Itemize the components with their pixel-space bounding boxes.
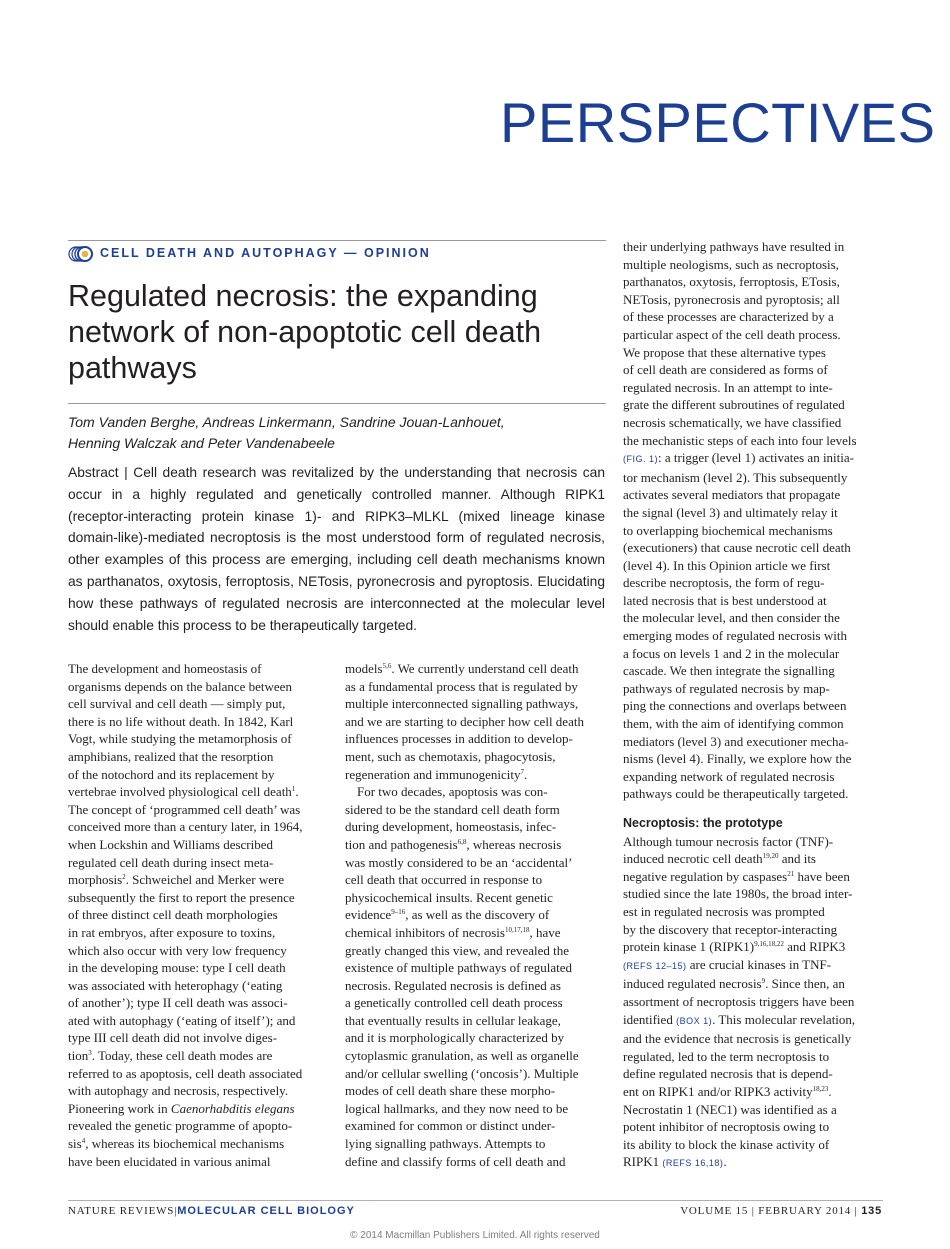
- title-line: network of non-apoptotic cell death: [68, 315, 542, 349]
- body-line: greatly changed this view, and revealed the: [345, 942, 570, 958]
- figure-reference: (FIG. 1): [623, 454, 658, 465]
- body-line: the molecular level, and then consider the: [623, 610, 840, 626]
- body-column-middle: [345, 660, 607, 1170]
- citation: 5,6: [382, 662, 392, 670]
- body-line: sidered to be the standard cell death form: [345, 801, 560, 817]
- body-line: them, with the aim of identifying common: [623, 716, 844, 732]
- citation: 6,8: [457, 837, 467, 846]
- body-line: in rat embryos, after exposure to toxins,: [68, 924, 276, 940]
- body-line: which also occur with very low frequency: [68, 942, 287, 958]
- body-line: modes of cell death share these morpho-: [345, 1083, 556, 1099]
- body-line: of the notochord and its replacement by: [68, 766, 275, 782]
- body-line: protein kinase 1 (RIPK1)$^{9,16,18,22}$ and RIPK3: [623, 939, 846, 955]
- body-line: and it is morphologically characterized by: [345, 1030, 565, 1046]
- body-line: activates several mediators that propagate: [623, 487, 841, 503]
- body-line: We propose that these alternative types: [623, 344, 826, 360]
- body-line: assortment of necroptosis triggers have been: [623, 993, 855, 1009]
- body-line: cell survival and cell death — simply put,: [68, 696, 286, 712]
- body-line: RIPK1 (REFS 16,18).: [623, 1154, 727, 1170]
- body-line: (level 4). In this Opinion article we first: [623, 557, 831, 573]
- top-rule: [68, 240, 606, 241]
- journal-name: NATURE REVIEWS|MOLECULAR CELL BIOLOGY: [68, 1205, 355, 1217]
- citation: 9,16,18,22: [754, 940, 784, 949]
- body-line: nisms (level 4). Finally, we explore how the: [623, 751, 852, 767]
- citation: 2: [122, 873, 126, 882]
- body-line: cytoplasmic granulation, as well as organelle: [345, 1048, 579, 1064]
- body-line: examined for common or distinct under-: [345, 1118, 556, 1134]
- body-line: and we are starting to decipher how cell death: [345, 713, 584, 729]
- body-line: ping the connections and overlaps between: [623, 698, 847, 714]
- body-line: est in regulated necrosis was prompted: [623, 903, 825, 919]
- body-line: emerging modes of regulated necrosis with: [623, 628, 847, 644]
- body-line: ent on RIPK1 and/or RIPK3 activity$^{18,23}$.: [623, 1083, 832, 1099]
- body-line: (REFS 12–15) are crucial kinases in TNF-: [623, 956, 832, 972]
- body-line: studied since the late 1980s, the broad inter-: [623, 886, 853, 902]
- body-line: describe necroptosis, the form of regu-: [623, 575, 825, 591]
- body-line: Although tumour necrosis factor (TNF)-: [623, 833, 834, 849]
- body-line: of these processes are characterized by a: [623, 309, 834, 325]
- body-line: and/or cellular swelling (‘oncosis’). Multiple: [345, 1065, 579, 1081]
- citation: 9–16: [391, 908, 406, 917]
- body-line: Vogt, while studying the metamorphosis of: [68, 731, 292, 747]
- body-line: tor mechanism (level 2). This subsequently: [623, 469, 848, 485]
- abstract: Abstract | Cell death research was revitalized by the understanding that necrosis can occur in a highly regulated and genetically controlled manner. Although RIPK1 (receptor-interacting protein kinase 1)- and RIPK3–MLKL (mixed lineage kinase domain-like)-mediated necroptosis is the most understood form of regulated necrosis, other examples of this process are emerging, including cell death mechanisms known as parthanatos, oxytosis, ferroptosis, NETosis, pyronecrosis and pyroptosis. Elucidating how these pathways of regulated necrosis are interconnected at the molecular level should enable this process to be therapeutically targeted.: [68, 465, 605, 633]
- body-line: expanding network of regulated necrosis: [623, 768, 835, 784]
- page-number: 135: [861, 1205, 882, 1217]
- body-line: potent inhibitor of necroptosis owing to: [623, 1119, 830, 1135]
- author-line: Henning Walczak and Peter Vandenabeele: [68, 435, 335, 451]
- section-title: PERSPECTIVES: [500, 91, 936, 154]
- author-list: [68, 412, 608, 454]
- body-line: pathways of regulated necrosis by map-: [623, 680, 830, 696]
- body-column-right: [623, 238, 885, 1173]
- body-line: define and classify forms of cell death and: [345, 1153, 566, 1169]
- body-line: to overlapping biochemical mechanisms: [623, 522, 833, 538]
- citation: 9: [761, 977, 766, 986]
- body-line: subsequently the first to report the presence: [68, 889, 295, 905]
- body-line: grate the different subroutines of regulated: [623, 397, 845, 413]
- body-line: cascade. We then integrate the signalling: [623, 663, 835, 679]
- body-line: was associated with heterophagy (‘eating: [68, 977, 283, 993]
- body-line: The concept of ‘programmed cell death’ was: [68, 801, 301, 817]
- body-line: The development and homeostasis of: [68, 661, 262, 676]
- body-line: ment, such as chemotaxis, phagocytosis,: [345, 748, 556, 764]
- body-line: logical hallmarks, and they now need to be: [345, 1100, 569, 1116]
- citation: 1: [291, 785, 296, 794]
- body-line: referred to as apoptosis, cell death associated: [68, 1065, 303, 1081]
- body-line: define regulated necrosis that is depend-: [623, 1066, 833, 1082]
- body-line: negative regulation by caspases$^{21}$ have been: [623, 868, 850, 884]
- author-line: Tom Vanden Berghe, Andreas Linkermann, Sandrine Jouan-Lanhouet,: [68, 414, 505, 430]
- body-line: cell death that occurred in response to: [345, 872, 543, 888]
- body-line: in the developing mouse: type I cell death: [68, 960, 286, 976]
- body-line: NETosis, pyronecrosis and pyroptosis; all: [623, 291, 840, 307]
- body-line: multiple neologisms, such as necroptosis,: [623, 256, 839, 272]
- body-line: Necrostatin 1 (NEC1) was identified as a: [623, 1101, 837, 1117]
- body-line: induced regulated necrosis$^9$. Since then, an: [623, 976, 845, 992]
- body-line: amphibians, realized that the resorption: [68, 748, 274, 764]
- body-line: was mostly considered to be an ‘accidental’: [345, 854, 573, 870]
- body-line: existence of multiple pathways of regulated: [345, 960, 573, 976]
- body-line: a genetically controlled cell death process: [345, 995, 563, 1011]
- opinion-logo-icon: [68, 243, 96, 265]
- paragraph-gap: [623, 803, 885, 815]
- body-line: there is no life without death. In 1842, Karl: [68, 713, 294, 729]
- body-line: that eventually results in cellular leakage,: [345, 1012, 561, 1028]
- body-line: tion and pathogenesis$^{6,8}$, whereas necrosis: [345, 836, 562, 852]
- citation: 21: [787, 869, 795, 878]
- body-line: induced necrotic cell death$^{19,20}$ and its: [623, 851, 816, 867]
- body-line: evidence$^{9-16}$, as well as the discovery of: [345, 907, 550, 923]
- body-line: pathways could be therapeutically targeted.: [623, 786, 849, 802]
- body-line: the signal (level 3) and ultimately relay it: [623, 504, 838, 520]
- body-line: lated necrosis that is best understood at: [623, 592, 827, 608]
- body-line: models$^{5,6}$. We currently understand cell death: [345, 661, 579, 676]
- citation: 7: [520, 767, 524, 776]
- body-line: regulated necrosis. In an attempt to inte-: [623, 379, 833, 395]
- citation: 10,17,18: [504, 925, 530, 934]
- body-line: identified (BOX 1). This molecular revelation,: [623, 1011, 856, 1027]
- body-line: necrosis schematically, we have classified: [623, 414, 842, 430]
- body-line: parthanatos, oxytosis, ferroptosis, ETosis,: [623, 274, 840, 290]
- body-line: (FIG. 1): a trigger (level 1) activates an initia-: [623, 450, 854, 466]
- body-line: their underlying pathways have resulted in: [623, 239, 845, 254]
- body-line: lying signalling pathways. Attempts to: [345, 1136, 546, 1152]
- body-line: of cell death are considered as forms of: [623, 362, 828, 378]
- body-line: necrosis. Regulated necrosis is defined as: [345, 977, 561, 993]
- title-rule: [68, 403, 606, 404]
- title-line: pathways: [68, 351, 197, 385]
- title-line: Regulated necrosis: the expanding: [68, 279, 538, 313]
- body-column-left: [68, 660, 323, 1170]
- footer-rule: [68, 1200, 883, 1201]
- body-line: regulated cell death during insect meta-: [68, 854, 274, 870]
- body-line: regeneration and immunogenicity$^7$.: [345, 766, 528, 782]
- body-line: organisms depends on the balance between: [68, 678, 292, 694]
- body-line: physicochemical insults. Recent genetic: [345, 889, 553, 905]
- body-line: morphosis$^2$. Schweichel and Merker were: [68, 872, 285, 888]
- body-line: with autophagy and necrosis, respectively.: [68, 1083, 289, 1099]
- body-line: particular aspect of the cell death process.: [623, 326, 841, 342]
- copyright-notice: © 2014 Macmillan Publishers Limited. All rights reserved: [350, 1230, 600, 1241]
- cross-reference: (REFS 16,18): [662, 1158, 724, 1169]
- citation: 19,20: [762, 852, 779, 861]
- body-line: For two decades, apoptosis was con-: [357, 784, 548, 800]
- body-line: of another’); type II cell death was associ-: [68, 995, 288, 1011]
- body-line: of three distinct cell death morphologies: [68, 907, 278, 923]
- species-name: Caenorhabditis elegans: [170, 1100, 295, 1116]
- body-line: its ability to block the kinase activity of: [623, 1136, 830, 1152]
- body-line: multiple interconnected signalling pathways,: [345, 696, 579, 712]
- body-line: (executioners) that cause necrotic cell death: [623, 540, 851, 556]
- body-line: ated with autophagy (‘eating of itself’); and: [68, 1012, 296, 1028]
- journal-title: MOLECULAR CELL BIOLOGY: [177, 1205, 355, 1217]
- body-line: chemical inhibitors of necrosis$^{10,17,18}$, have: [345, 924, 561, 940]
- body-line: and the evidence that necrosis is genetically: [623, 1031, 852, 1047]
- body-line: sis$^4$, whereas its biochemical mechanisms: [68, 1136, 285, 1152]
- body-line: a focus on levels 1 and 2 in the molecular: [623, 645, 840, 661]
- citation: 3: [88, 1049, 92, 1058]
- body-line: Pioneering work in Caenorhabditis elegans: [68, 1100, 295, 1116]
- body-line: mediators (level 3) and executioner mecha-: [623, 733, 849, 749]
- body-line: conceived more than a century later, in 1964,: [68, 819, 303, 835]
- citation: 18,23: [812, 1084, 829, 1093]
- figure-reference: (REFS 12–15): [623, 960, 687, 971]
- body-line: during development, homeostasis, infec-: [345, 819, 557, 835]
- body-line: have been elucidated in various animal: [68, 1153, 271, 1169]
- body-line: type III cell death did not involve diges-: [68, 1030, 278, 1046]
- body-line: tion$^3$. Today, these cell death modes are: [68, 1048, 273, 1064]
- body-line: the mechanistic steps of each into four levels: [623, 432, 857, 448]
- section-heading: Necroptosis: the prototype: [623, 816, 783, 830]
- body-line: by the discovery that receptor-interacting: [623, 921, 838, 937]
- citation: 4: [81, 1137, 86, 1146]
- body-line: when Lockshin and Williams described: [68, 836, 274, 852]
- article-title: [68, 278, 608, 386]
- body-line: revealed the genetic programme of apopto-: [68, 1118, 293, 1134]
- body-line: as a fundamental process that is regulated by: [345, 678, 578, 694]
- volume-info: [680, 1205, 882, 1217]
- body-line: regulated, led to the term necroptosis to: [623, 1048, 830, 1064]
- body-line: vertebrae involved physiological cell death$^1$.: [68, 784, 299, 800]
- category-label: CELL DEATH AND AUTOPHAGY — OPINION: [100, 246, 431, 260]
- cross-reference: (BOX 1): [676, 1015, 713, 1026]
- volume-date: VOLUME 15 | FEBRUARY 2014 |: [680, 1205, 858, 1217]
- body-line: influences processes in addition to develop-: [345, 731, 573, 747]
- journal-prefix: NATURE REVIEWS: [68, 1205, 175, 1217]
